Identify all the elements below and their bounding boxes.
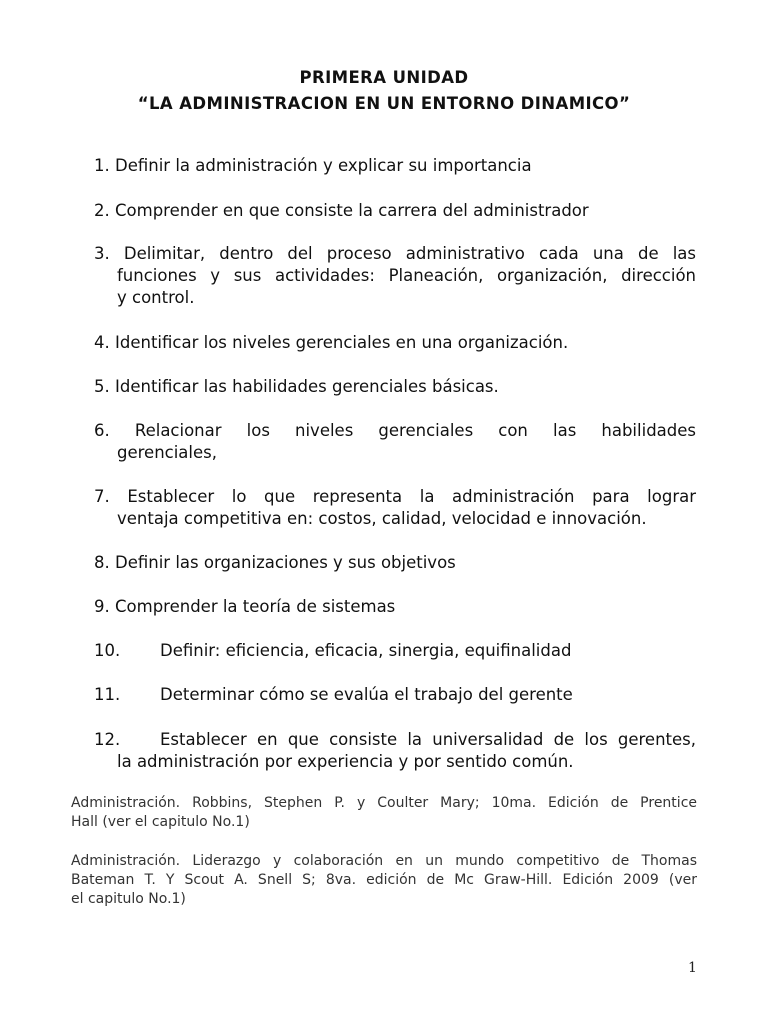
objective-text: Determinar cómo se evalúa el trabajo del gerente — [160, 685, 573, 704]
objective-number: 9. — [94, 597, 110, 616]
objective-number: 7. — [94, 487, 110, 506]
objective-text: Identificar los niveles gerenciales en una organización. — [115, 333, 569, 352]
unit-subtitle: “LA ADMINISTRACION EN UN ENTORNO DINAMICO” — [137, 94, 631, 113]
objective-text: y control. — [117, 288, 195, 307]
reference-line: el capitulo No.1) — [71, 891, 186, 907]
objective-item-6 — [94, 420, 696, 464]
objective-item-9 — [94, 596, 696, 618]
objective-text: Definir las organizaciones y sus objetivos — [115, 553, 456, 572]
objective-text: ventaja competitiva en: costos, calidad, velocidad e innovación. — [117, 509, 647, 528]
objective-text: la administración por experiencia y por sentido común. — [117, 752, 574, 771]
objective-text: Comprender en que consiste la carrera del administrador — [115, 201, 589, 220]
objective-number: 11. — [94, 685, 121, 704]
objective-item-5 — [94, 376, 696, 398]
objective-number: 6. — [94, 421, 110, 440]
objective-text: Establecer en que consiste la universalidad de los gerentes, — [160, 730, 696, 749]
page-number: 1 — [688, 960, 697, 976]
reference-line: Bateman T. Y Scout A. Snell S; 8va. edición de Mc Graw-Hill. Edición 2009 (ver — [71, 872, 697, 888]
objective-item-10 — [94, 640, 696, 662]
objective-item-12 — [94, 729, 696, 773]
objective-item-4 — [94, 332, 696, 354]
objective-text: Establecer lo que representa la administración para lograr — [127, 487, 696, 506]
reference-2 — [71, 852, 697, 909]
objective-number: 12. — [94, 730, 121, 749]
objective-number: 3. — [94, 244, 110, 263]
objective-number: 8. — [94, 553, 110, 572]
objective-number: 2. — [94, 201, 110, 220]
objective-text: Definir la administración y explicar su importancia — [115, 156, 532, 175]
objective-number: 4. — [94, 333, 110, 352]
reference-line: Administración. Robbins, Stephen P. y Coulter Mary; 10ma. Edición de Prentice — [71, 795, 697, 811]
reference-line: Hall (ver el capitulo No.1) — [71, 814, 250, 830]
objective-item-1 — [94, 155, 696, 177]
objective-text: Comprender la teoría de sistemas — [115, 597, 396, 616]
reference-1 — [71, 794, 697, 832]
objective-text: Definir: eficiencia, eficacia, sinergia, equifinalidad — [160, 641, 572, 660]
objective-item-11 — [94, 684, 696, 706]
objective-text: Identificar las habilidades gerenciales básicas. — [115, 377, 499, 396]
objective-item-3 — [94, 243, 696, 309]
objective-number: 5. — [94, 377, 110, 396]
objective-item-7 — [94, 486, 696, 530]
objective-text: gerenciales, — [117, 443, 217, 462]
objective-text: Relacionar los niveles gerenciales con las habilidades — [134, 421, 696, 440]
objective-text: funciones y sus actividades: Planeación, organización, dirección — [117, 266, 696, 285]
unit-title: PRIMERA UNIDAD — [299, 68, 469, 87]
objective-item-8 — [94, 552, 696, 574]
objective-number: 10. — [94, 641, 121, 660]
objective-text: Delimitar, dentro del proceso administrativo cada una de las — [123, 244, 696, 263]
objective-number: 1. — [94, 156, 110, 175]
reference-line: Administración. Liderazgo y colaboración en un mundo competitivo de Thomas — [71, 853, 697, 869]
objective-item-2 — [94, 200, 696, 222]
